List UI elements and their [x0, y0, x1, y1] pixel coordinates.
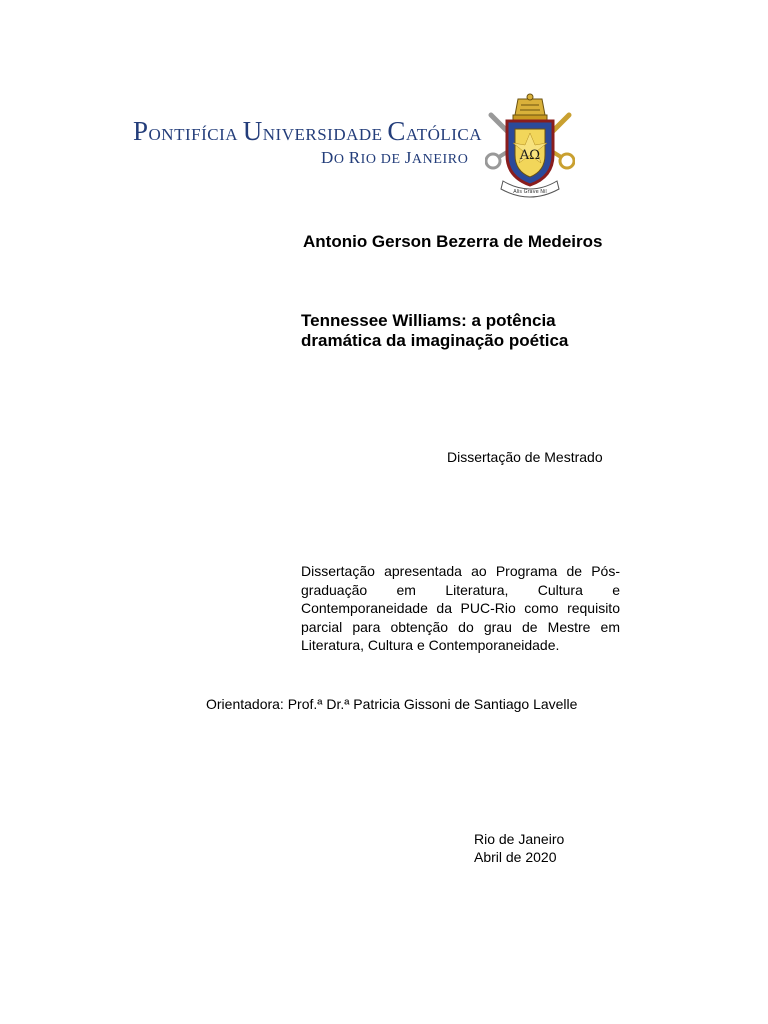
- logo-line-2: DO RIO DE JANEIRO: [321, 148, 469, 167]
- title-line: dramática da imaginação poética: [301, 331, 569, 350]
- dissertation-title: [301, 311, 631, 351]
- place-and-date: [474, 830, 564, 866]
- dissertation-description: Dissertação apresentada ao Programa de Pós-graduação em Literatura, Cultura e Contemporaneidade da PUC-Rio como requisito parcial para obtenção do grau de Mestre em Literatura, Cultura e Contemporaneidade.: [301, 563, 620, 653]
- date-text: Abril de 2020: [474, 849, 557, 865]
- university-logo-text: [133, 116, 483, 176]
- university-crest-icon: [485, 93, 575, 201]
- svg-text:ΑΩ: ΑΩ: [519, 148, 541, 163]
- logo-line-1: PONTIFÍCIA UNIVERSIDADE CATÓLICA: [133, 116, 483, 146]
- degree-label: Dissertação de Mestrado: [447, 449, 603, 465]
- svg-text:Alis Grave Nil: Alis Grave Nil: [513, 189, 547, 195]
- place-text: Rio de Janeiro: [474, 831, 565, 847]
- title-line: Tennessee Williams: a potência: [301, 311, 556, 330]
- author-name: Antonio Gerson Bezerra de Medeiros: [303, 232, 603, 251]
- advisor-line: Orientadora: Prof.ª Dr.ª Patricia Gissoni de Santiago Lavelle: [206, 696, 578, 712]
